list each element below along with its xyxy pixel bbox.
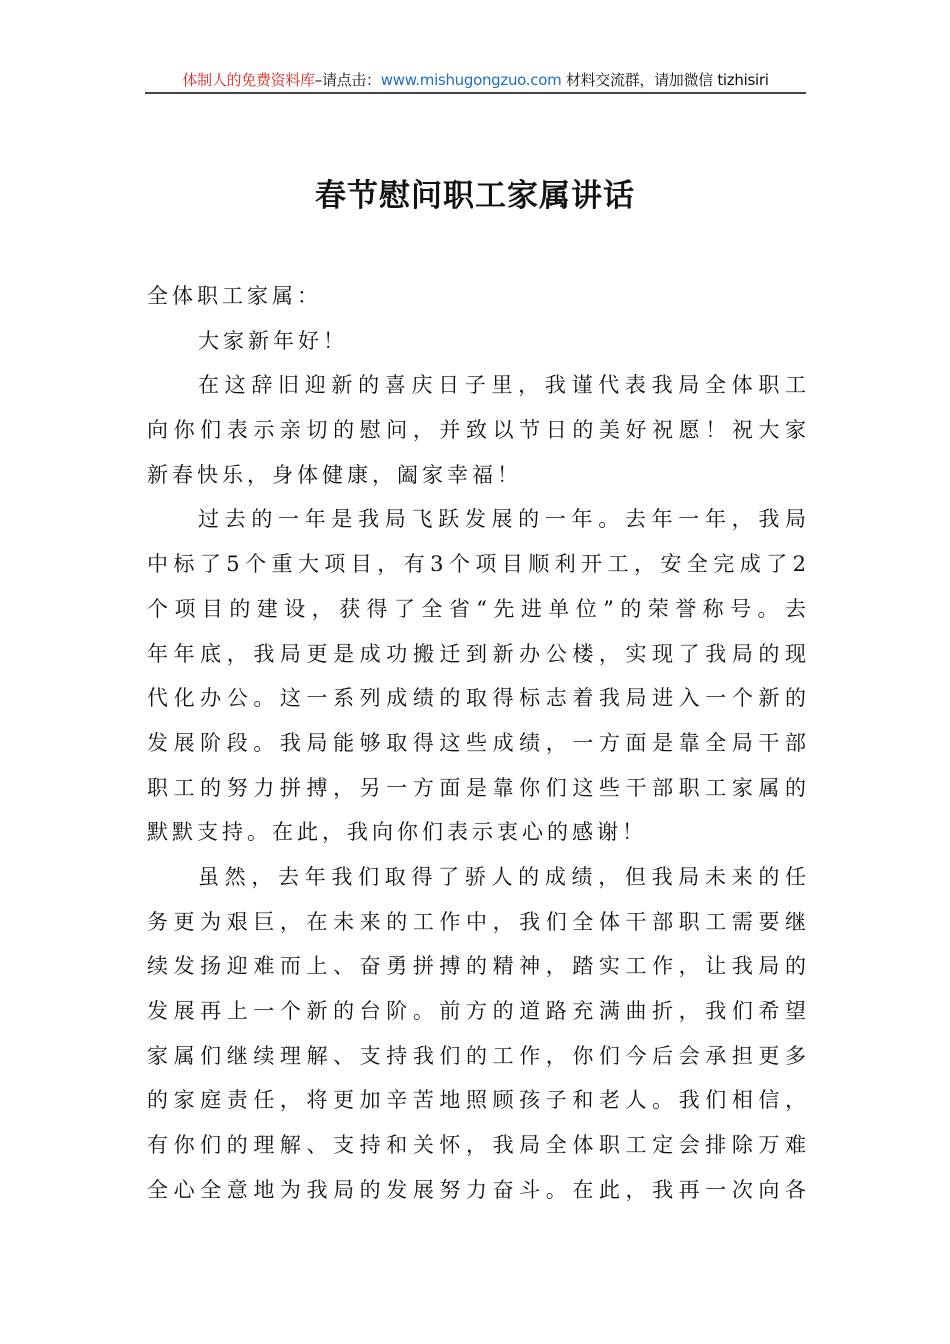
paragraph-line: 续发扬迎难而上、奋勇拼搏的精神，踏实工作，让我局的: [147, 954, 806, 979]
salutation: 全体职工家属：: [147, 284, 322, 308]
paragraph-line: 发展阶段。我局能够取得这些成绩，一方面是靠全局干部: [147, 730, 806, 755]
paragraph-line: 过去的一年是我局飞跃发展的一年。去年一年，我局: [198, 507, 806, 532]
header-prompt: –请点击：: [314, 71, 381, 89]
header-brand: 体制人的免费资料库: [182, 71, 315, 89]
paragraph-line: 在这辞旧迎新的喜庆日子里，我谨代表我局全体职工: [198, 373, 806, 398]
paragraph-line: 发展再上一个新的台阶。前方的道路充满曲折，我们希望: [147, 999, 806, 1023]
paragraph-line: 默默支持。在此，我向你们表示衷心的感谢！: [147, 820, 647, 845]
page-header-banner: [145, 68, 806, 94]
paragraph-line: 务更为艰巨，在未来的工作中，我们全体干部职工需要继: [147, 909, 806, 934]
paragraph-line: 代化办公。这一系列成绩的取得标志着我局进入一个新的: [147, 686, 806, 711]
paragraph-line: 中标了5个重大项目，有3个项目顺利开工，安全完成了2: [147, 552, 806, 577]
paragraph-line: 的家庭责任，将更加辛苦地照顾孩子和老人。我们相信，: [147, 1088, 806, 1113]
document-title: 春节慰问职工家属讲话: [315, 178, 635, 214]
paragraph-line: 年年底，我局更是成功搬迁到新办公楼，实现了我局的现: [147, 641, 806, 666]
paragraph-line: 大家新年好！: [198, 328, 348, 353]
paragraph-line: 虽然，去年我们取得了骄人的成绩，但我局未来的任: [198, 864, 806, 889]
paragraph-line: 新春快乐，身体健康，阖家幸福！: [147, 462, 522, 487]
document-body: [147, 274, 806, 1212]
paragraph-line: 职工的努力拼搏，另一方面是靠你们这些干部职工家属的: [147, 775, 806, 800]
paragraph-line: 向你们表示亲切的慰问，并致以节日的美好祝愿！祝大家: [147, 418, 806, 443]
paragraph-line: 全心全意地为我局的发展努力奋斗。在此，我再一次向各: [147, 1177, 806, 1202]
header-contact: 材料交流群，请加微信 tizhisiri: [565, 71, 769, 89]
header-url-link[interactable]: www.mishugongzuo.com: [380, 71, 562, 89]
paragraph-line: 个项目的建设，获得了全省“先进单位”的荣誉称号。去: [147, 596, 806, 621]
paragraph-line: 有你们的理解、支持和关怀，我局全体职工定会排除万难: [147, 1133, 806, 1158]
paragraph-line: 家属们继续理解、支持我们的工作，你们今后会承担更多: [147, 1043, 806, 1068]
